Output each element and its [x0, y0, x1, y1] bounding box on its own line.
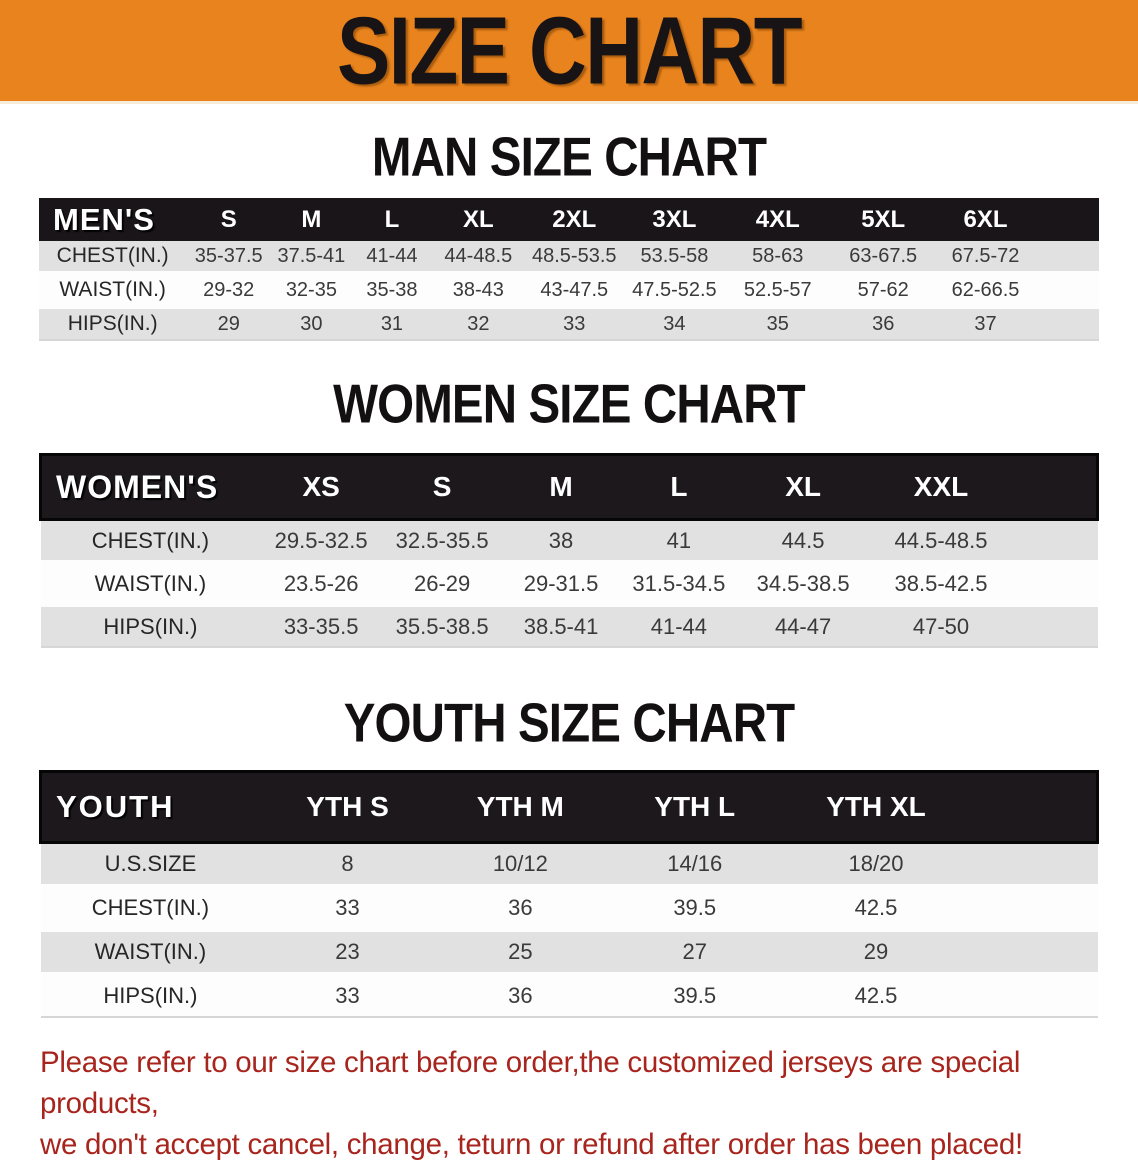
size-value: 26-29	[382, 562, 502, 605]
size-value: 63-67.5	[831, 241, 936, 273]
size-value: 32	[432, 307, 524, 340]
row-filler-cell	[968, 930, 1097, 974]
row-filler-cell	[968, 886, 1097, 930]
header-filler-cell	[1035, 198, 1099, 241]
table-group-label: MEN'S	[39, 198, 186, 241]
size-value: 42.5	[784, 974, 969, 1017]
size-value: 38-43	[432, 273, 524, 307]
measurement-row	[41, 520, 1098, 563]
size-value: 27	[606, 930, 784, 974]
size-value: 32.5-35.5	[382, 520, 502, 563]
size-value: 39.5	[606, 974, 784, 1017]
measurement-label: HIPS(IN.)	[41, 605, 261, 647]
mens-size-table	[39, 198, 1099, 341]
measurement-label: WAIST(IN.)	[41, 562, 261, 605]
size-column-header: XS	[260, 455, 382, 520]
size-column-header: L	[352, 198, 433, 241]
man-section-heading	[0, 126, 1138, 188]
youth-section-heading-text: YOUTH SIZE CHART	[343, 692, 795, 754]
order-warning-note	[40, 1042, 1138, 1165]
row-filler-cell	[1014, 520, 1098, 563]
size-value: 8	[260, 843, 434, 887]
row-filler-cell	[1035, 273, 1099, 307]
size-value: 29-32	[186, 273, 271, 307]
measurement-row	[41, 843, 1098, 887]
size-value: 44.5	[738, 520, 868, 563]
size-value: 37.5-41	[271, 241, 352, 273]
size-value: 44-48.5	[432, 241, 524, 273]
header-filler-cell	[968, 772, 1097, 843]
size-value: 47.5-52.5	[624, 273, 725, 307]
measurement-row	[39, 307, 1099, 340]
size-header-row	[39, 198, 1099, 241]
measurement-row	[41, 605, 1098, 647]
row-filler-cell	[1014, 562, 1098, 605]
measurement-label: CHEST(IN.)	[39, 241, 186, 273]
measurement-row	[41, 930, 1098, 974]
size-value: 67.5-72	[936, 241, 1036, 273]
womens-size-table	[39, 453, 1099, 648]
size-value: 29-31.5	[502, 562, 619, 605]
size-column-header: L	[620, 455, 738, 520]
banner-title: SIZE CHART	[337, 0, 801, 105]
measurement-label: HIPS(IN.)	[39, 307, 186, 340]
size-value: 41-44	[352, 241, 433, 273]
measurement-label: CHEST(IN.)	[41, 520, 261, 563]
size-value: 38.5-42.5	[868, 562, 1014, 605]
size-value: 10/12	[435, 843, 606, 887]
size-column-header: 4XL	[725, 198, 831, 241]
size-column-header: 5XL	[831, 198, 936, 241]
size-value: 29.5-32.5	[260, 520, 382, 563]
measurement-row	[41, 974, 1098, 1017]
size-value: 38.5-41	[502, 605, 619, 647]
size-column-header: XL	[738, 455, 868, 520]
row-filler-cell	[1014, 605, 1098, 647]
size-value: 39.5	[606, 886, 784, 930]
measurement-label: HIPS(IN.)	[41, 974, 261, 1017]
size-header-row	[41, 455, 1098, 520]
size-value: 47-50	[868, 605, 1014, 647]
size-value: 33	[524, 307, 624, 340]
order-warning-line-2: we don't accept cancel, change, teturn or refund after order has been placed!	[40, 1128, 1023, 1161]
size-column-header: 6XL	[936, 198, 1036, 241]
size-value: 36	[831, 307, 936, 340]
youth-section-heading	[0, 692, 1138, 754]
row-filler-cell	[968, 843, 1097, 887]
size-chart-banner	[0, 0, 1138, 104]
size-value: 62-66.5	[936, 273, 1036, 307]
size-value: 38	[502, 520, 619, 563]
size-column-header: S	[186, 198, 271, 241]
size-value: 34.5-38.5	[738, 562, 868, 605]
size-column-header: 3XL	[624, 198, 725, 241]
women-section-heading	[0, 373, 1138, 435]
size-value: 23.5-26	[260, 562, 382, 605]
size-column-header: YTH M	[435, 772, 606, 843]
measurement-label: U.S.SIZE	[41, 843, 261, 887]
size-value: 31.5-34.5	[620, 562, 738, 605]
size-value: 29	[186, 307, 271, 340]
measurement-row	[39, 273, 1099, 307]
size-value: 41	[620, 520, 738, 563]
size-value: 43-47.5	[524, 273, 624, 307]
row-filler-cell	[1035, 307, 1099, 340]
size-column-header: S	[382, 455, 502, 520]
size-column-header: 2XL	[524, 198, 624, 241]
size-value: 42.5	[784, 886, 969, 930]
measurement-row	[41, 562, 1098, 605]
size-value: 35-37.5	[186, 241, 271, 273]
size-value: 35.5-38.5	[382, 605, 502, 647]
size-value: 35	[725, 307, 831, 340]
size-value: 41-44	[620, 605, 738, 647]
size-value: 25	[435, 930, 606, 974]
size-value: 36	[435, 974, 606, 1017]
size-value: 52.5-57	[725, 273, 831, 307]
size-value: 44.5-48.5	[868, 520, 1014, 563]
measurement-label: CHEST(IN.)	[41, 886, 261, 930]
size-value: 33-35.5	[260, 605, 382, 647]
size-header-row	[41, 772, 1098, 843]
size-value: 44-47	[738, 605, 868, 647]
man-section-heading-text: MAN SIZE CHART	[371, 126, 767, 188]
size-value: 53.5-58	[624, 241, 725, 273]
size-value: 33	[260, 886, 434, 930]
size-column-header: M	[502, 455, 619, 520]
measurement-row	[41, 886, 1098, 930]
measurement-label: WAIST(IN.)	[41, 930, 261, 974]
size-value: 18/20	[784, 843, 969, 887]
header-filler-cell	[1014, 455, 1098, 520]
size-value: 58-63	[725, 241, 831, 273]
size-column-header: M	[271, 198, 352, 241]
size-value: 23	[260, 930, 434, 974]
women-section-heading-text: WOMEN SIZE CHART	[333, 373, 805, 435]
size-value: 14/16	[606, 843, 784, 887]
measurement-row	[39, 241, 1099, 273]
size-value: 34	[624, 307, 725, 340]
row-filler-cell	[1035, 241, 1099, 273]
table-group-label: WOMEN'S	[41, 455, 261, 520]
size-value: 32-35	[271, 273, 352, 307]
row-filler-cell	[968, 974, 1097, 1017]
size-value: 30	[271, 307, 352, 340]
size-value: 57-62	[831, 273, 936, 307]
size-column-header: XXL	[868, 455, 1014, 520]
table-group-label: YOUTH	[41, 772, 261, 843]
size-column-header: XL	[432, 198, 524, 241]
size-value: 48.5-53.5	[524, 241, 624, 273]
size-column-header: YTH S	[260, 772, 434, 843]
size-value: 33	[260, 974, 434, 1017]
size-column-header: YTH L	[606, 772, 784, 843]
youth-size-table	[39, 770, 1099, 1018]
size-value: 31	[352, 307, 433, 340]
measurement-label: WAIST(IN.)	[39, 273, 186, 307]
size-value: 35-38	[352, 273, 433, 307]
size-value: 36	[435, 886, 606, 930]
size-value: 29	[784, 930, 969, 974]
size-value: 37	[936, 307, 1036, 340]
order-warning-line-1: Please refer to our size chart before order,the customized jerseys are special products,	[40, 1046, 1021, 1120]
size-column-header: YTH XL	[784, 772, 969, 843]
